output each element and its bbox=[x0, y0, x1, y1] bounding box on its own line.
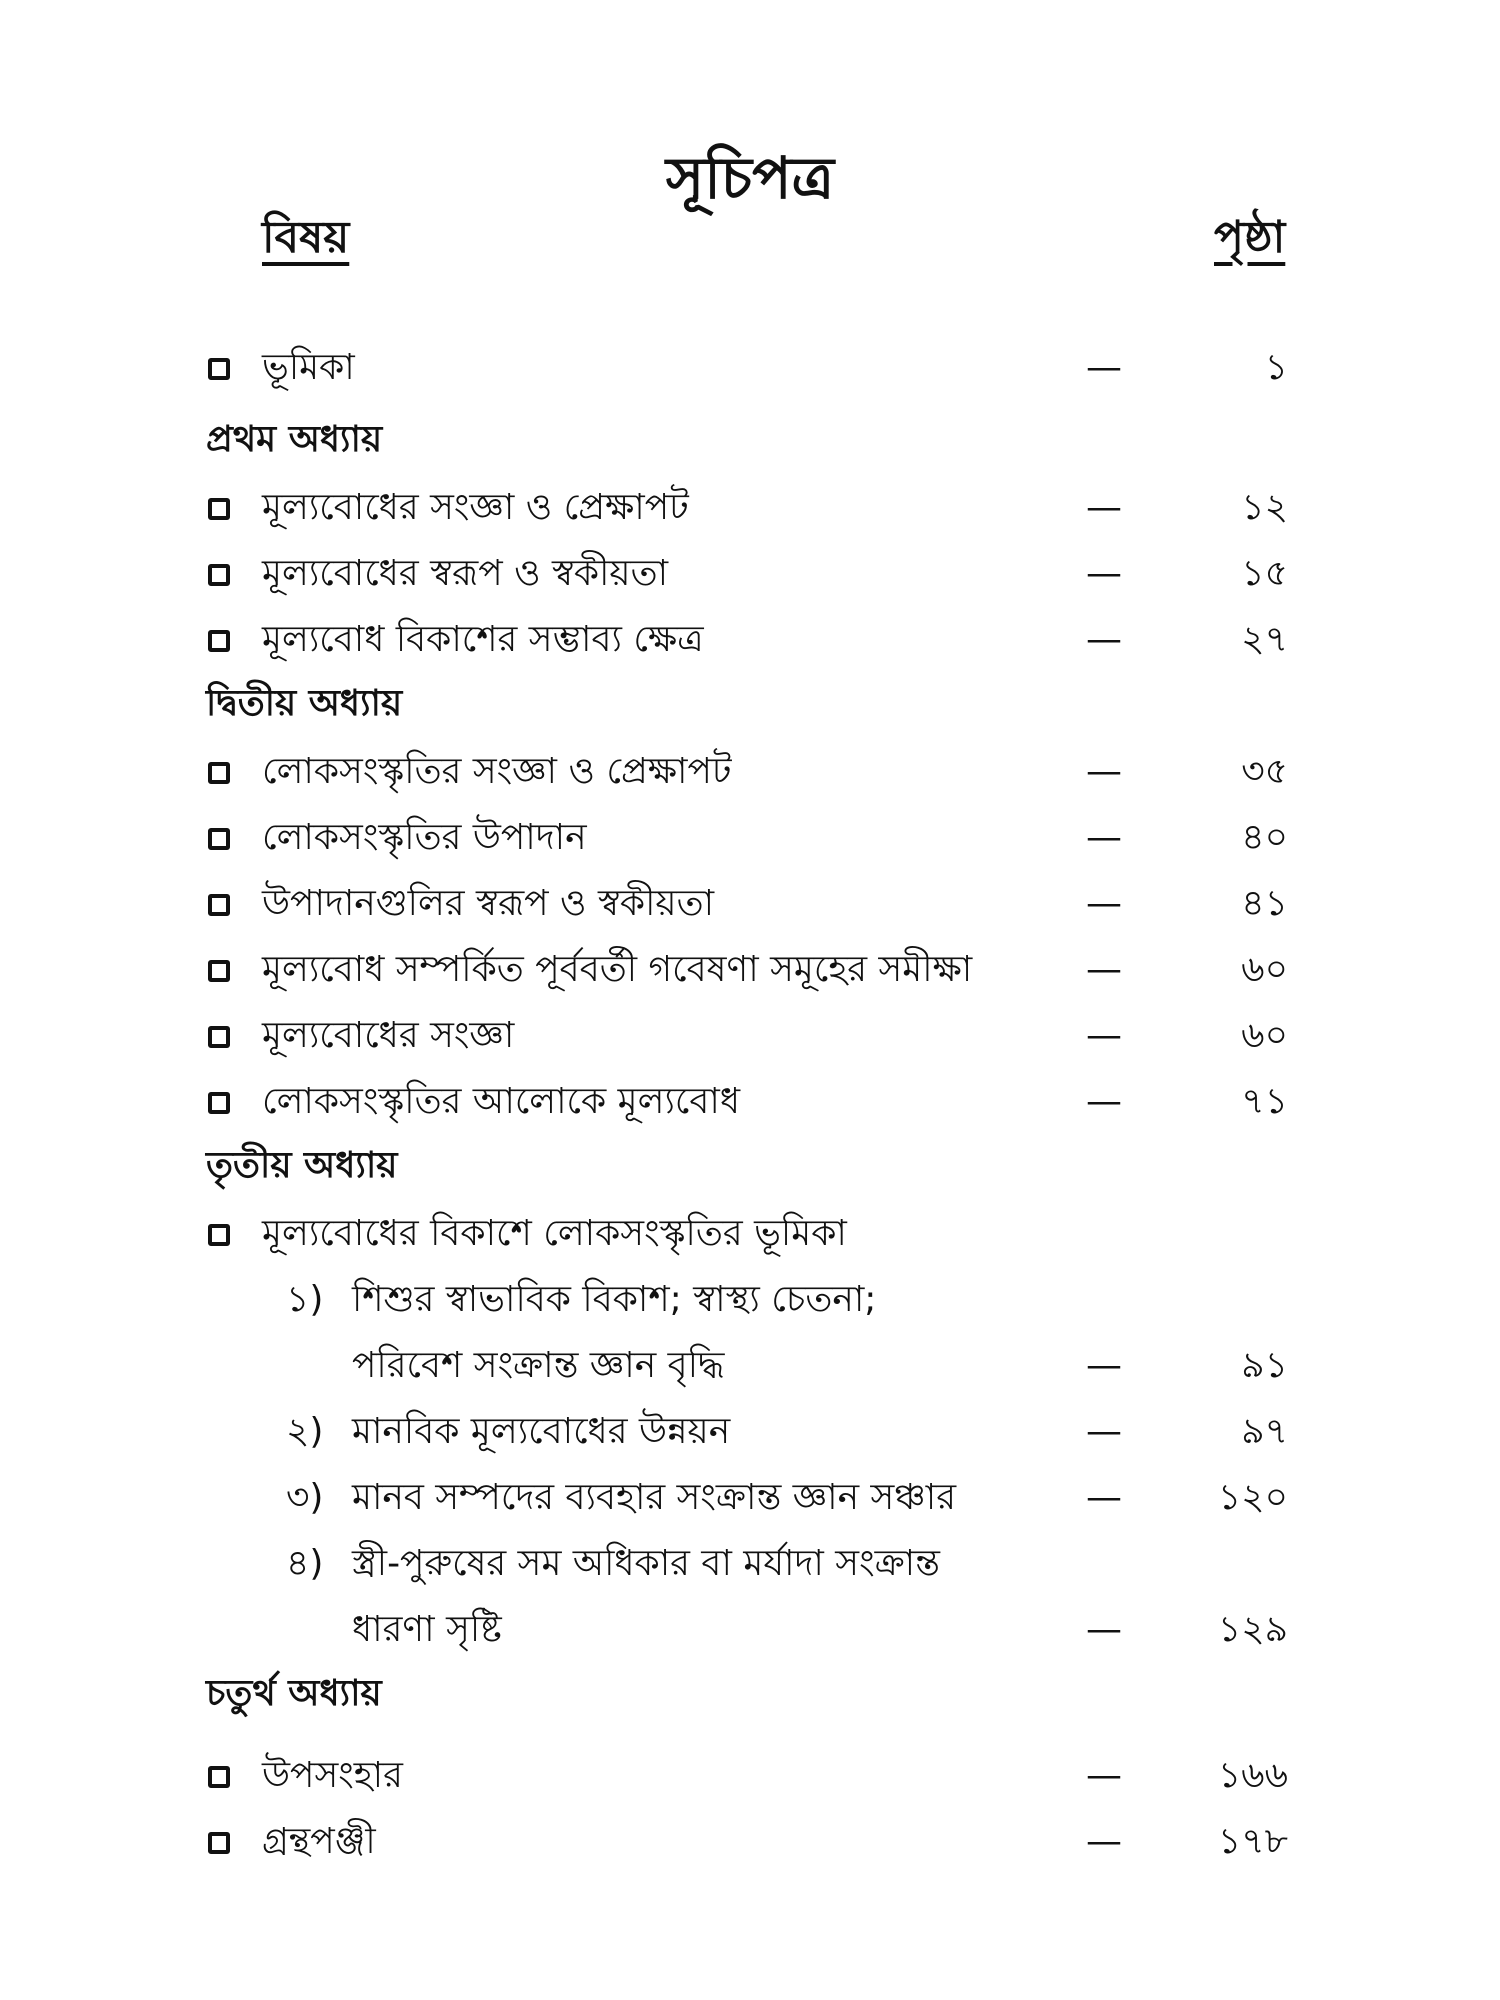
entry-dash: — bbox=[1086, 347, 1122, 388]
entry-title: ভূমিকা bbox=[262, 347, 355, 388]
sub-entry-title: ধারণা সৃষ্টি bbox=[352, 1609, 502, 1650]
toc-entry bbox=[0, 1808, 1500, 1874]
toc-sub-entry bbox=[0, 1332, 1500, 1398]
checkbox-icon bbox=[208, 828, 230, 850]
checkbox-icon bbox=[208, 498, 230, 520]
sub-entry-title: মানবিক মূল্যবোধের উন্নয়ন bbox=[352, 1411, 731, 1452]
sub-entry-title: পরিবেশ সংক্রান্ত জ্ঞান বৃদ্ধি bbox=[352, 1345, 725, 1386]
entry-page-number: ৩৫ bbox=[1241, 751, 1288, 792]
entry-dash: — bbox=[1086, 1081, 1122, 1122]
entry-dash: — bbox=[1086, 1015, 1122, 1056]
entry-title: লোকসংস্কৃতির সংজ্ঞা ও প্রেক্ষাপট bbox=[262, 751, 732, 792]
toc-entry bbox=[0, 1200, 1500, 1266]
entry-page-number: ১৫ bbox=[1241, 553, 1288, 594]
entry-page-number: ৪০ bbox=[1241, 817, 1288, 858]
entry-dash: — bbox=[1086, 619, 1122, 660]
entry-dash: — bbox=[1086, 751, 1122, 792]
entry-dash: — bbox=[1086, 1755, 1122, 1796]
entry-page-number: ৯৭ bbox=[1241, 1411, 1288, 1452]
entry-dash: — bbox=[1086, 1609, 1122, 1650]
toc-entry bbox=[0, 334, 1500, 400]
checkbox-icon bbox=[208, 630, 230, 652]
entry-page-number: ৭১ bbox=[1241, 1081, 1288, 1122]
page-title: সূচিপত্র bbox=[665, 144, 835, 212]
entry-page-number: ৬০ bbox=[1241, 1015, 1288, 1056]
checkbox-icon bbox=[208, 1832, 230, 1854]
checkbox-icon bbox=[208, 894, 230, 916]
entry-page-number: ১৭৮ bbox=[1217, 1821, 1288, 1862]
checkbox-icon bbox=[208, 1224, 230, 1246]
chapter-title: তৃতীয় অধ্যায় bbox=[206, 1145, 398, 1186]
toc-entry bbox=[0, 870, 1500, 936]
toc-entry bbox=[0, 804, 1500, 870]
chapter-heading bbox=[0, 1662, 1500, 1728]
chapter-title: চতুর্থ অধ্যায় bbox=[206, 1673, 382, 1714]
toc-entry bbox=[0, 606, 1500, 672]
chapter-title: প্রথম অধ্যায় bbox=[206, 419, 383, 460]
sub-entry-number: ১) bbox=[286, 1279, 324, 1320]
chapter-heading bbox=[0, 408, 1500, 474]
toc-entry bbox=[0, 1002, 1500, 1068]
entry-page-number: ৬০ bbox=[1241, 949, 1288, 990]
toc-entry bbox=[0, 936, 1500, 1002]
toc-entry bbox=[0, 474, 1500, 540]
entry-dash: — bbox=[1086, 1821, 1122, 1862]
entry-page-number: ১২০ bbox=[1217, 1477, 1288, 1518]
entry-page-number: ১ bbox=[1264, 347, 1288, 388]
entry-page-number: ১৬৬ bbox=[1217, 1755, 1288, 1796]
checkbox-icon bbox=[208, 564, 230, 586]
toc-sub-entry bbox=[0, 1530, 1500, 1596]
toc-entry bbox=[0, 1742, 1500, 1808]
entry-title: উপাদানগুলির স্বরূপ ও স্বকীয়তা bbox=[262, 883, 715, 924]
toc-entry bbox=[0, 1068, 1500, 1134]
entry-dash: — bbox=[1086, 487, 1122, 528]
toc-sub-entry bbox=[0, 1266, 1500, 1332]
entry-dash: — bbox=[1086, 1411, 1122, 1452]
checkbox-icon bbox=[208, 960, 230, 982]
entry-dash: — bbox=[1086, 1477, 1122, 1518]
sub-entry-number: ৩) bbox=[286, 1477, 324, 1518]
checkbox-icon bbox=[208, 358, 230, 380]
toc-sub-entry bbox=[0, 1398, 1500, 1464]
entry-dash: — bbox=[1086, 883, 1122, 924]
sub-entry-number: ২) bbox=[286, 1411, 324, 1452]
entry-page-number: ১২ bbox=[1241, 487, 1288, 528]
entry-dash: — bbox=[1086, 949, 1122, 990]
chapter-heading bbox=[0, 1134, 1500, 1200]
sub-entry-title: মানব সম্পদের ব্যবহার সংক্রান্ত জ্ঞান সঞ্চার bbox=[352, 1477, 957, 1518]
entry-title: লোকসংস্কৃতির আলোকে মূল্যবোধ bbox=[262, 1081, 741, 1122]
entry-dash: — bbox=[1086, 817, 1122, 858]
checkbox-icon bbox=[208, 1092, 230, 1114]
checkbox-icon bbox=[208, 1026, 230, 1048]
entry-title: মূল্যবোধ সম্পর্কিত পূর্ববর্তী গবেষণা সমূহের সমীক্ষা bbox=[262, 949, 973, 990]
toc-entry bbox=[0, 738, 1500, 804]
sub-entry-title: শিশুর স্বাভাবিক বিকাশ; স্বাস্থ্য চেতনা; bbox=[352, 1279, 877, 1320]
entry-dash: — bbox=[1086, 553, 1122, 594]
subject-column-header: বিষয় bbox=[262, 212, 350, 263]
sub-entry-title: স্ত্রী-পুরুষের সম অধিকার বা মর্যাদা সংক্রান্ত bbox=[352, 1543, 940, 1584]
entry-title: গ্রন্থপঞ্জী bbox=[262, 1821, 376, 1862]
toc-sub-entry bbox=[0, 1596, 1500, 1662]
entry-page-number: ৯১ bbox=[1241, 1345, 1288, 1386]
entry-page-number: ১২৯ bbox=[1217, 1609, 1288, 1650]
checkbox-icon bbox=[208, 762, 230, 784]
checkbox-icon bbox=[208, 1766, 230, 1788]
entry-title: মূল্যবোধের সংজ্ঞা ও প্রেক্ষাপট bbox=[262, 487, 689, 528]
entry-page-number: ৪১ bbox=[1241, 883, 1288, 924]
entry-page-number: ২৭ bbox=[1241, 619, 1288, 660]
sub-entry-number: ৪) bbox=[286, 1543, 324, 1584]
chapter-heading bbox=[0, 672, 1500, 738]
entry-title: মূল্যবোধের বিকাশে লোকসংস্কৃতির ভূমিকা bbox=[262, 1213, 847, 1254]
entry-title: উপসংহার bbox=[262, 1755, 403, 1796]
entry-title: মূল্যবোধের সংজ্ঞা bbox=[262, 1015, 515, 1056]
entry-dash: — bbox=[1086, 1345, 1122, 1386]
table-of-contents bbox=[0, 334, 1500, 1874]
entry-title: লোকসংস্কৃতির উপাদান bbox=[262, 817, 587, 858]
toc-sub-entry bbox=[0, 1464, 1500, 1530]
toc-entry bbox=[0, 540, 1500, 606]
entry-title: মূল্যবোধের স্বরূপ ও স্বকীয়তা bbox=[262, 553, 669, 594]
chapter-title: দ্বিতীয় অধ্যায় bbox=[206, 683, 403, 724]
page-column-header: পৃষ্ঠা bbox=[1214, 212, 1286, 263]
entry-title: মূল্যবোধ বিকাশের সম্ভাব্য ক্ষেত্র bbox=[262, 619, 704, 660]
